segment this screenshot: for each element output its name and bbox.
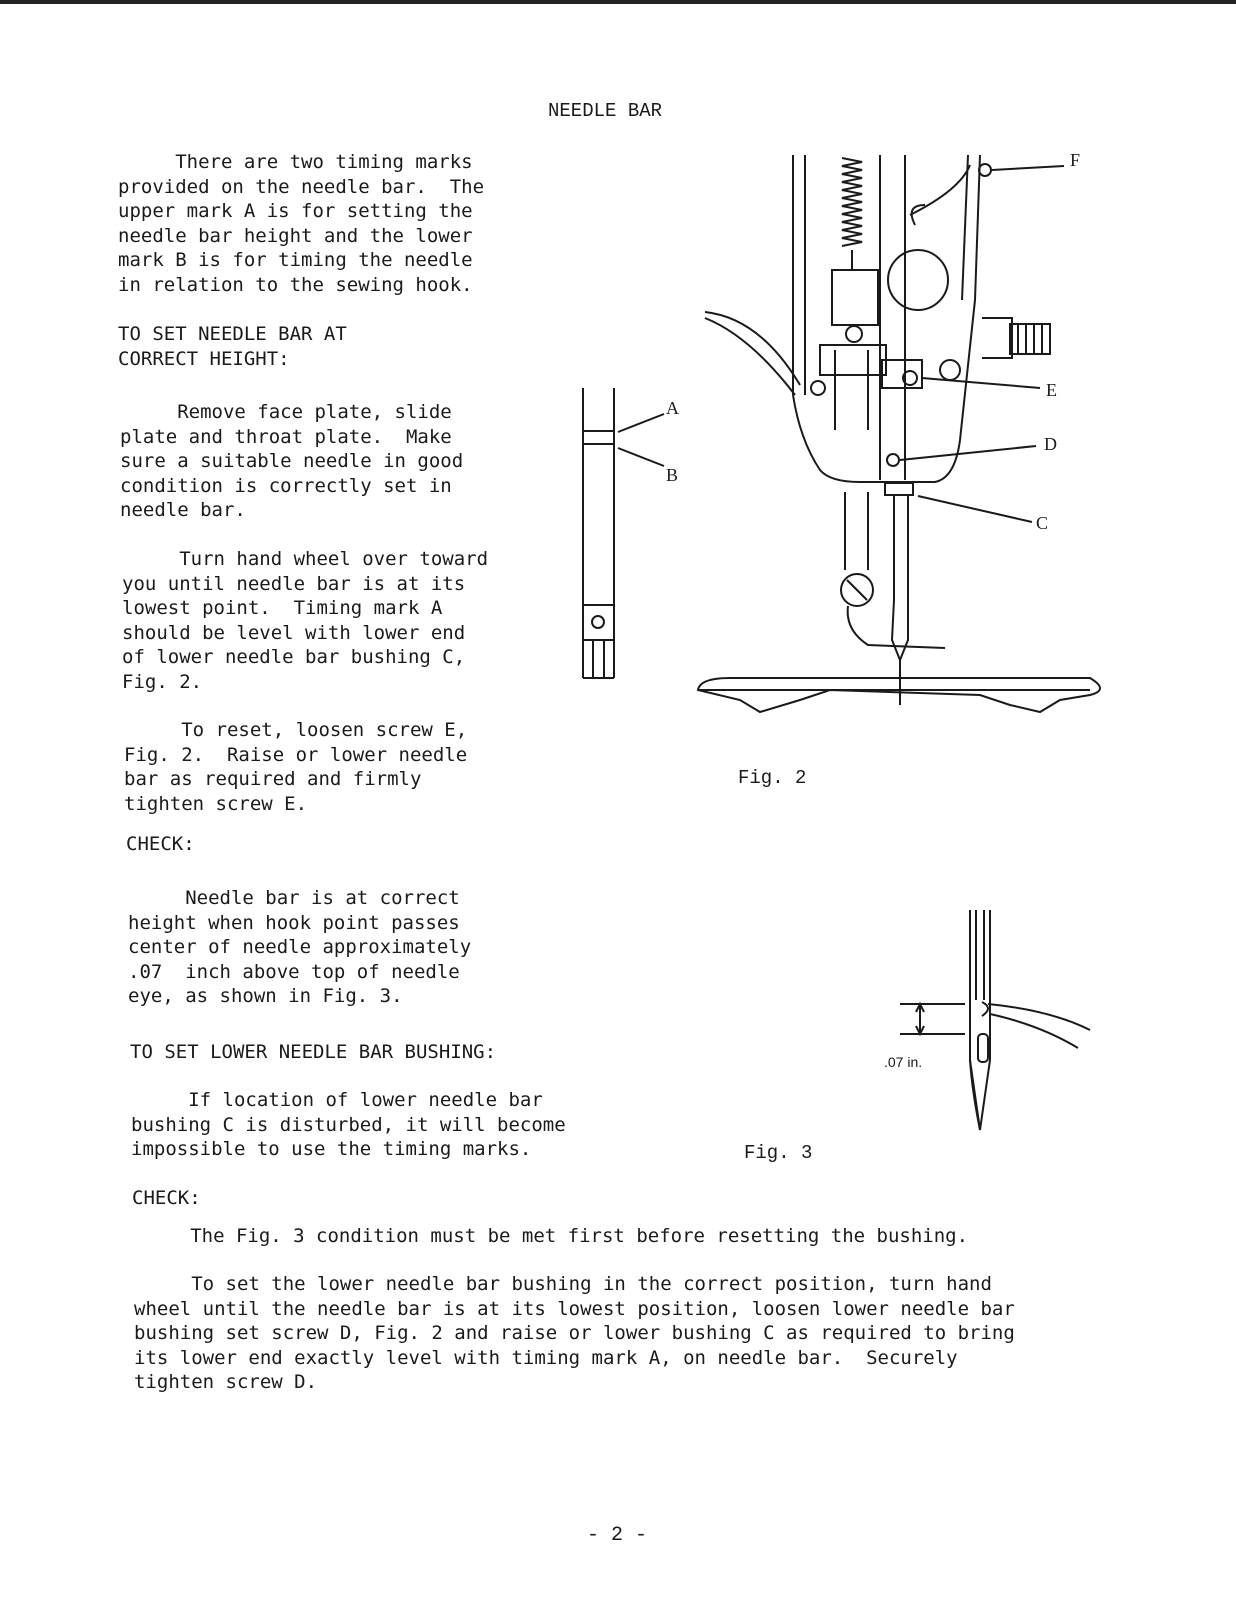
heading-set-height: TO SET NEEDLE BAR AT CORRECT HEIGHT: (118, 323, 347, 370)
label-a: A (666, 398, 679, 418)
fig2-caption: Fig. 2 (738, 767, 807, 789)
label-b: B (666, 465, 679, 485)
label-d: D (1044, 434, 1057, 454)
paragraph-remove-plates: Remove face plate, slide plate and throat plate. Make sure a suitable needle in good condition is correctly set in needle bar. (120, 401, 464, 521)
paragraph-condition-first: The Fig. 3 condition must be met first before resetting the bushing. (133, 1225, 969, 1247)
label-f: F (1070, 150, 1081, 170)
paragraph-set-bushing: To set the lower needle bar bushing in the correct position, turn hand wheel until the needle bar is at its lowest position, loosen lower needle bar bushing set screw D, Fig. 2 and raise or lower bushing C as required to bring its lower end exactly level with timing mark A, on needle bar. Securely tighten screw D. (134, 1273, 1015, 1393)
paragraph-turn-wheel: Turn hand wheel over toward you until needle bar is at its lowest point. Timing mark A should be level with lower end of lower needle bar bushing C, Fig. 2. (122, 548, 489, 693)
intro-paragraph: There are two timing marks provided on the needle bar. The upper mark A is for setting the needle bar height and the lower mark B is for timing the needle in relation to the sewing hook. (118, 151, 485, 296)
paragraph-check-height: Needle bar is at correct height when hook point passes center of needle approximately .07 inch above top of needle eye, as shown in Fig. 3. (128, 887, 472, 1007)
heading-check-2: CHECK: (132, 1187, 201, 1209)
paragraph-bushing-disturbed: If location of lower needle bar bushing C is disturbed, it will become impossible to use the timing marks. (131, 1089, 566, 1160)
heading-check-1: CHECK: (126, 833, 195, 855)
page-number: - 2 - (587, 1524, 648, 1547)
label-e: E (1046, 380, 1057, 400)
dimension-label: .07 in. (884, 1054, 923, 1070)
page-title: NEEDLE BAR (548, 100, 663, 122)
paragraph-reset: To reset, loosen screw E, Fig. 2. Raise or lower needle bar as required and firmly tighten screw E. (124, 719, 468, 815)
fig3-caption: Fig. 3 (744, 1142, 813, 1164)
label-c: C (1036, 513, 1049, 533)
heading-lower-bushing: TO SET LOWER NEEDLE BAR BUSHING: (130, 1041, 497, 1063)
